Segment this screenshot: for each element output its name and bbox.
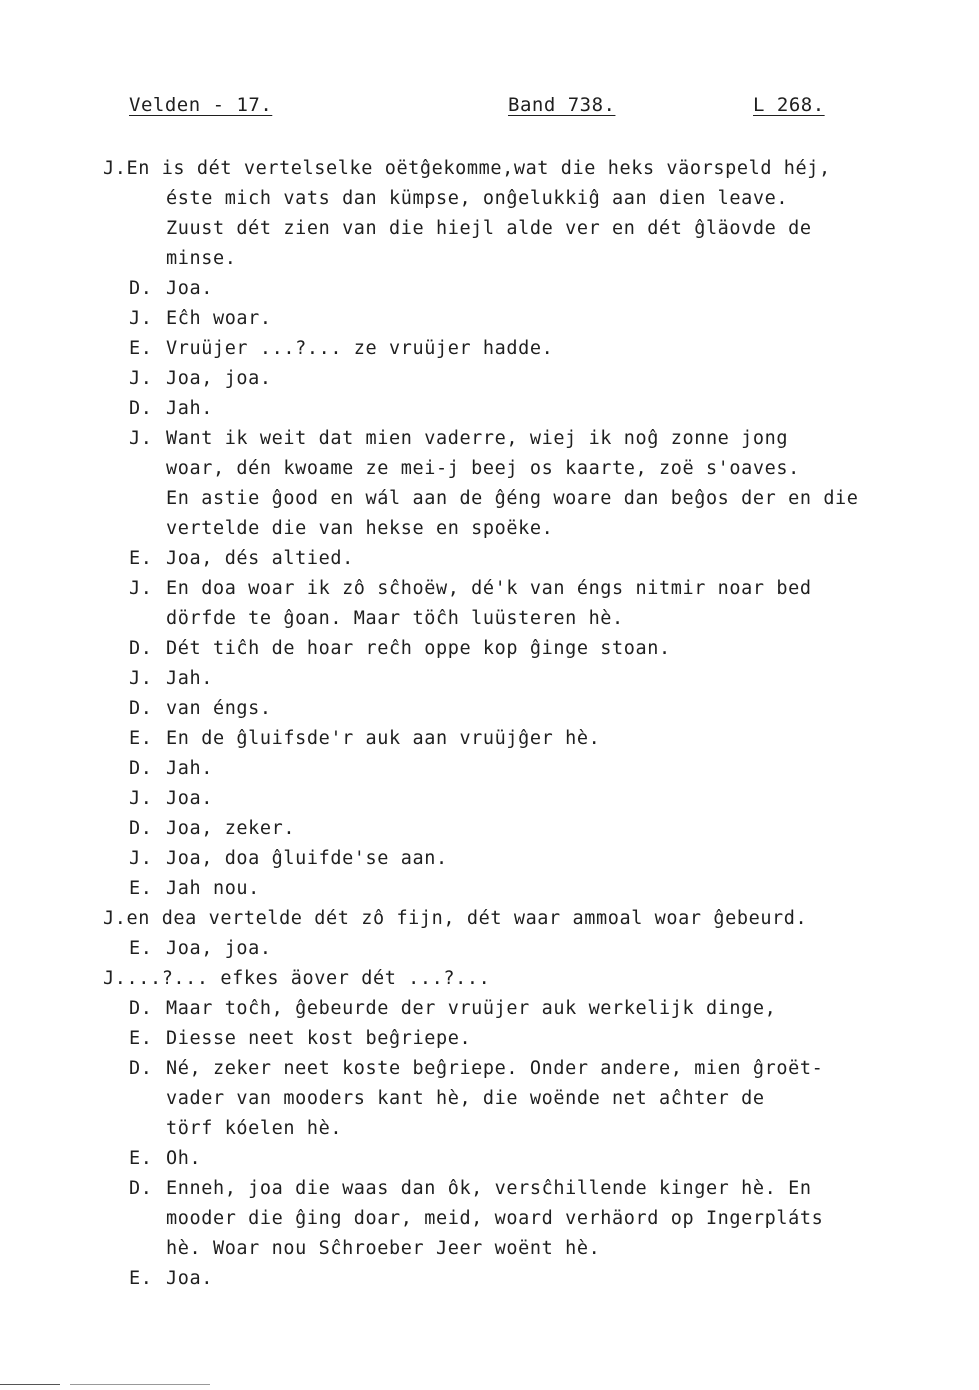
transcript-line — [0, 1114, 979, 1144]
line-text: Joa. — [166, 278, 213, 299]
speaker-label: J. — [129, 668, 153, 689]
transcript-line — [0, 154, 979, 184]
line-text: J.en dea vertelde dét zô fijn, dét waar ammoal woar ĝebeurd. — [103, 908, 808, 929]
line-text: Want ik weit dat mien vaderre, wiej ik noĝ zonne jong — [166, 428, 789, 449]
transcript-line — [0, 814, 979, 844]
transcript-line — [0, 604, 979, 634]
transcript-line — [0, 1084, 979, 1114]
speaker-label: J. — [129, 308, 153, 329]
line-text: Joa, zeker. — [166, 818, 296, 839]
speaker-label: D. — [129, 1178, 153, 1199]
line-text: Jah. — [166, 758, 213, 779]
line-text: Zuust dét zien van die hiejl alde ver en dét ĝläovde de — [166, 218, 812, 239]
bottom-rule — [0, 1384, 210, 1385]
line-text: Maar toĉh, ĝebeurde der vruüjer auk werkelijk dinge, — [166, 998, 777, 1019]
line-text: vertelde die van hekse en spoëke. — [166, 518, 554, 539]
transcript-line — [0, 934, 979, 964]
transcript-line — [0, 1174, 979, 1204]
transcript-line — [0, 664, 979, 694]
speaker-label: E. — [129, 728, 153, 749]
transcript-line — [0, 1204, 979, 1234]
speaker-label: J. — [129, 368, 153, 389]
line-text: Joa, doa ĝluifde'se aan. — [166, 848, 448, 869]
speaker-label: J. — [129, 848, 153, 869]
speaker-label: D. — [129, 278, 153, 299]
line-text: mooder die ĝing doar, meid, woard verhäord op Ingerpláts — [166, 1208, 824, 1229]
line-text: Jah nou. — [166, 878, 260, 899]
speaker-label: E. — [129, 878, 153, 899]
speaker-label: E. — [129, 1028, 153, 1049]
transcript-line — [0, 574, 979, 604]
transcript-line — [0, 184, 979, 214]
transcript-line — [0, 244, 979, 274]
transcript-line — [0, 994, 979, 1024]
transcript-line — [0, 214, 979, 244]
speaker-label: D. — [129, 998, 153, 1019]
transcript-line — [0, 724, 979, 754]
speaker-label: D. — [129, 1058, 153, 1079]
line-text: vader van mooders kant hè, die woënde net aĉhter de — [166, 1088, 765, 1109]
transcript-line — [0, 1024, 979, 1054]
line-text: Né, zeker neet koste beĝriepe. Onder andere, mien ĝroët- — [166, 1058, 824, 1079]
speaker-label: D. — [129, 698, 153, 719]
line-text: J.En is dét vertelselke oëtĝekomme,wat die heks väorspeld héj, — [103, 158, 831, 179]
line-text: Jah. — [166, 668, 213, 689]
speaker-label: D. — [129, 758, 153, 779]
line-text: Dét tiĉh de hoar reĉh oppe kop ĝinge stoan. — [166, 638, 671, 659]
speaker-label: J. — [129, 788, 153, 809]
line-text: Joa, joa. — [166, 368, 272, 389]
speaker-label: E. — [129, 548, 153, 569]
speaker-label: D. — [129, 398, 153, 419]
speaker-label: D. — [129, 818, 153, 839]
transcript-body — [0, 154, 979, 1294]
line-text: Vruüjer ...?... ze vruüjer hadde. — [166, 338, 554, 359]
transcript-line — [0, 1144, 979, 1174]
transcript-line — [0, 1234, 979, 1264]
speaker-label: E. — [129, 938, 153, 959]
line-text: Joa, joa. — [166, 938, 272, 959]
header-location: Velden - 17. — [129, 94, 273, 116]
line-text: dörfde te ĝoan. Maar töĉh luüsteren hè. — [166, 608, 624, 629]
transcript-line — [0, 694, 979, 724]
line-text: Oh. — [166, 1148, 202, 1169]
speaker-label: E. — [129, 1148, 153, 1169]
line-text: Enneh, joa die waas dan ôk, versĉhillende kinger hè. En — [166, 1178, 812, 1199]
line-text: törf kóelen hè. — [166, 1118, 343, 1139]
line-text: Eĉh woar. — [166, 308, 272, 329]
speaker-label: D. — [129, 638, 153, 659]
speaker-label: E. — [129, 338, 153, 359]
line-text: Joa, dés altied. — [166, 548, 354, 569]
header-band: Band 738. — [508, 94, 616, 116]
transcript-line — [0, 334, 979, 364]
transcript-line — [0, 1264, 979, 1294]
transcript-line — [0, 304, 979, 334]
line-text: woar, dén kwoame ze mei-j beej os kaarte, zoë s'oaves. — [166, 458, 800, 479]
transcript-line — [0, 454, 979, 484]
line-text: van éngs. — [166, 698, 272, 719]
speaker-label: J. — [129, 578, 153, 599]
transcript-line — [0, 514, 979, 544]
line-text: J....?... efkes äover dét ...?... — [103, 968, 491, 989]
transcript-line — [0, 394, 979, 424]
transcript-line — [0, 904, 979, 934]
line-text: minse. — [166, 248, 237, 269]
transcript-line — [0, 424, 979, 454]
transcript-line — [0, 544, 979, 574]
line-text: éste mich vats dan kümpse, onĝelukkiĝ aan dien leave. — [166, 188, 789, 209]
speaker-label: J. — [129, 428, 153, 449]
line-text: Joa. — [166, 1268, 213, 1289]
transcript-line — [0, 844, 979, 874]
transcript-line — [0, 754, 979, 784]
transcript-line — [0, 874, 979, 904]
transcript-line — [0, 274, 979, 304]
line-text: En doa woar ik zô sĉhoëw, dé'k van éngs nitmir noar bed — [166, 578, 812, 599]
transcript-line — [0, 964, 979, 994]
transcript-line — [0, 634, 979, 664]
line-text: Joa. — [166, 788, 213, 809]
transcript-line — [0, 784, 979, 814]
line-text: Diesse neet kost beĝriepe. — [166, 1028, 472, 1049]
transcript-line — [0, 1054, 979, 1084]
transcript-line — [0, 364, 979, 394]
line-text: En astie ĝood en wál aan de ĝéng woare dan beĝos der en die — [166, 488, 859, 509]
line-text: hè. Woar nou Sĉhroeber Jeer woënt hè. — [166, 1238, 601, 1259]
line-text: En de ĝluifsde'r auk aan vruüjĝer hè. — [166, 728, 601, 749]
transcript-line — [0, 484, 979, 514]
header-reference: L 268. — [753, 94, 825, 116]
speaker-label: E. — [129, 1268, 153, 1289]
line-text: Jah. — [166, 398, 213, 419]
